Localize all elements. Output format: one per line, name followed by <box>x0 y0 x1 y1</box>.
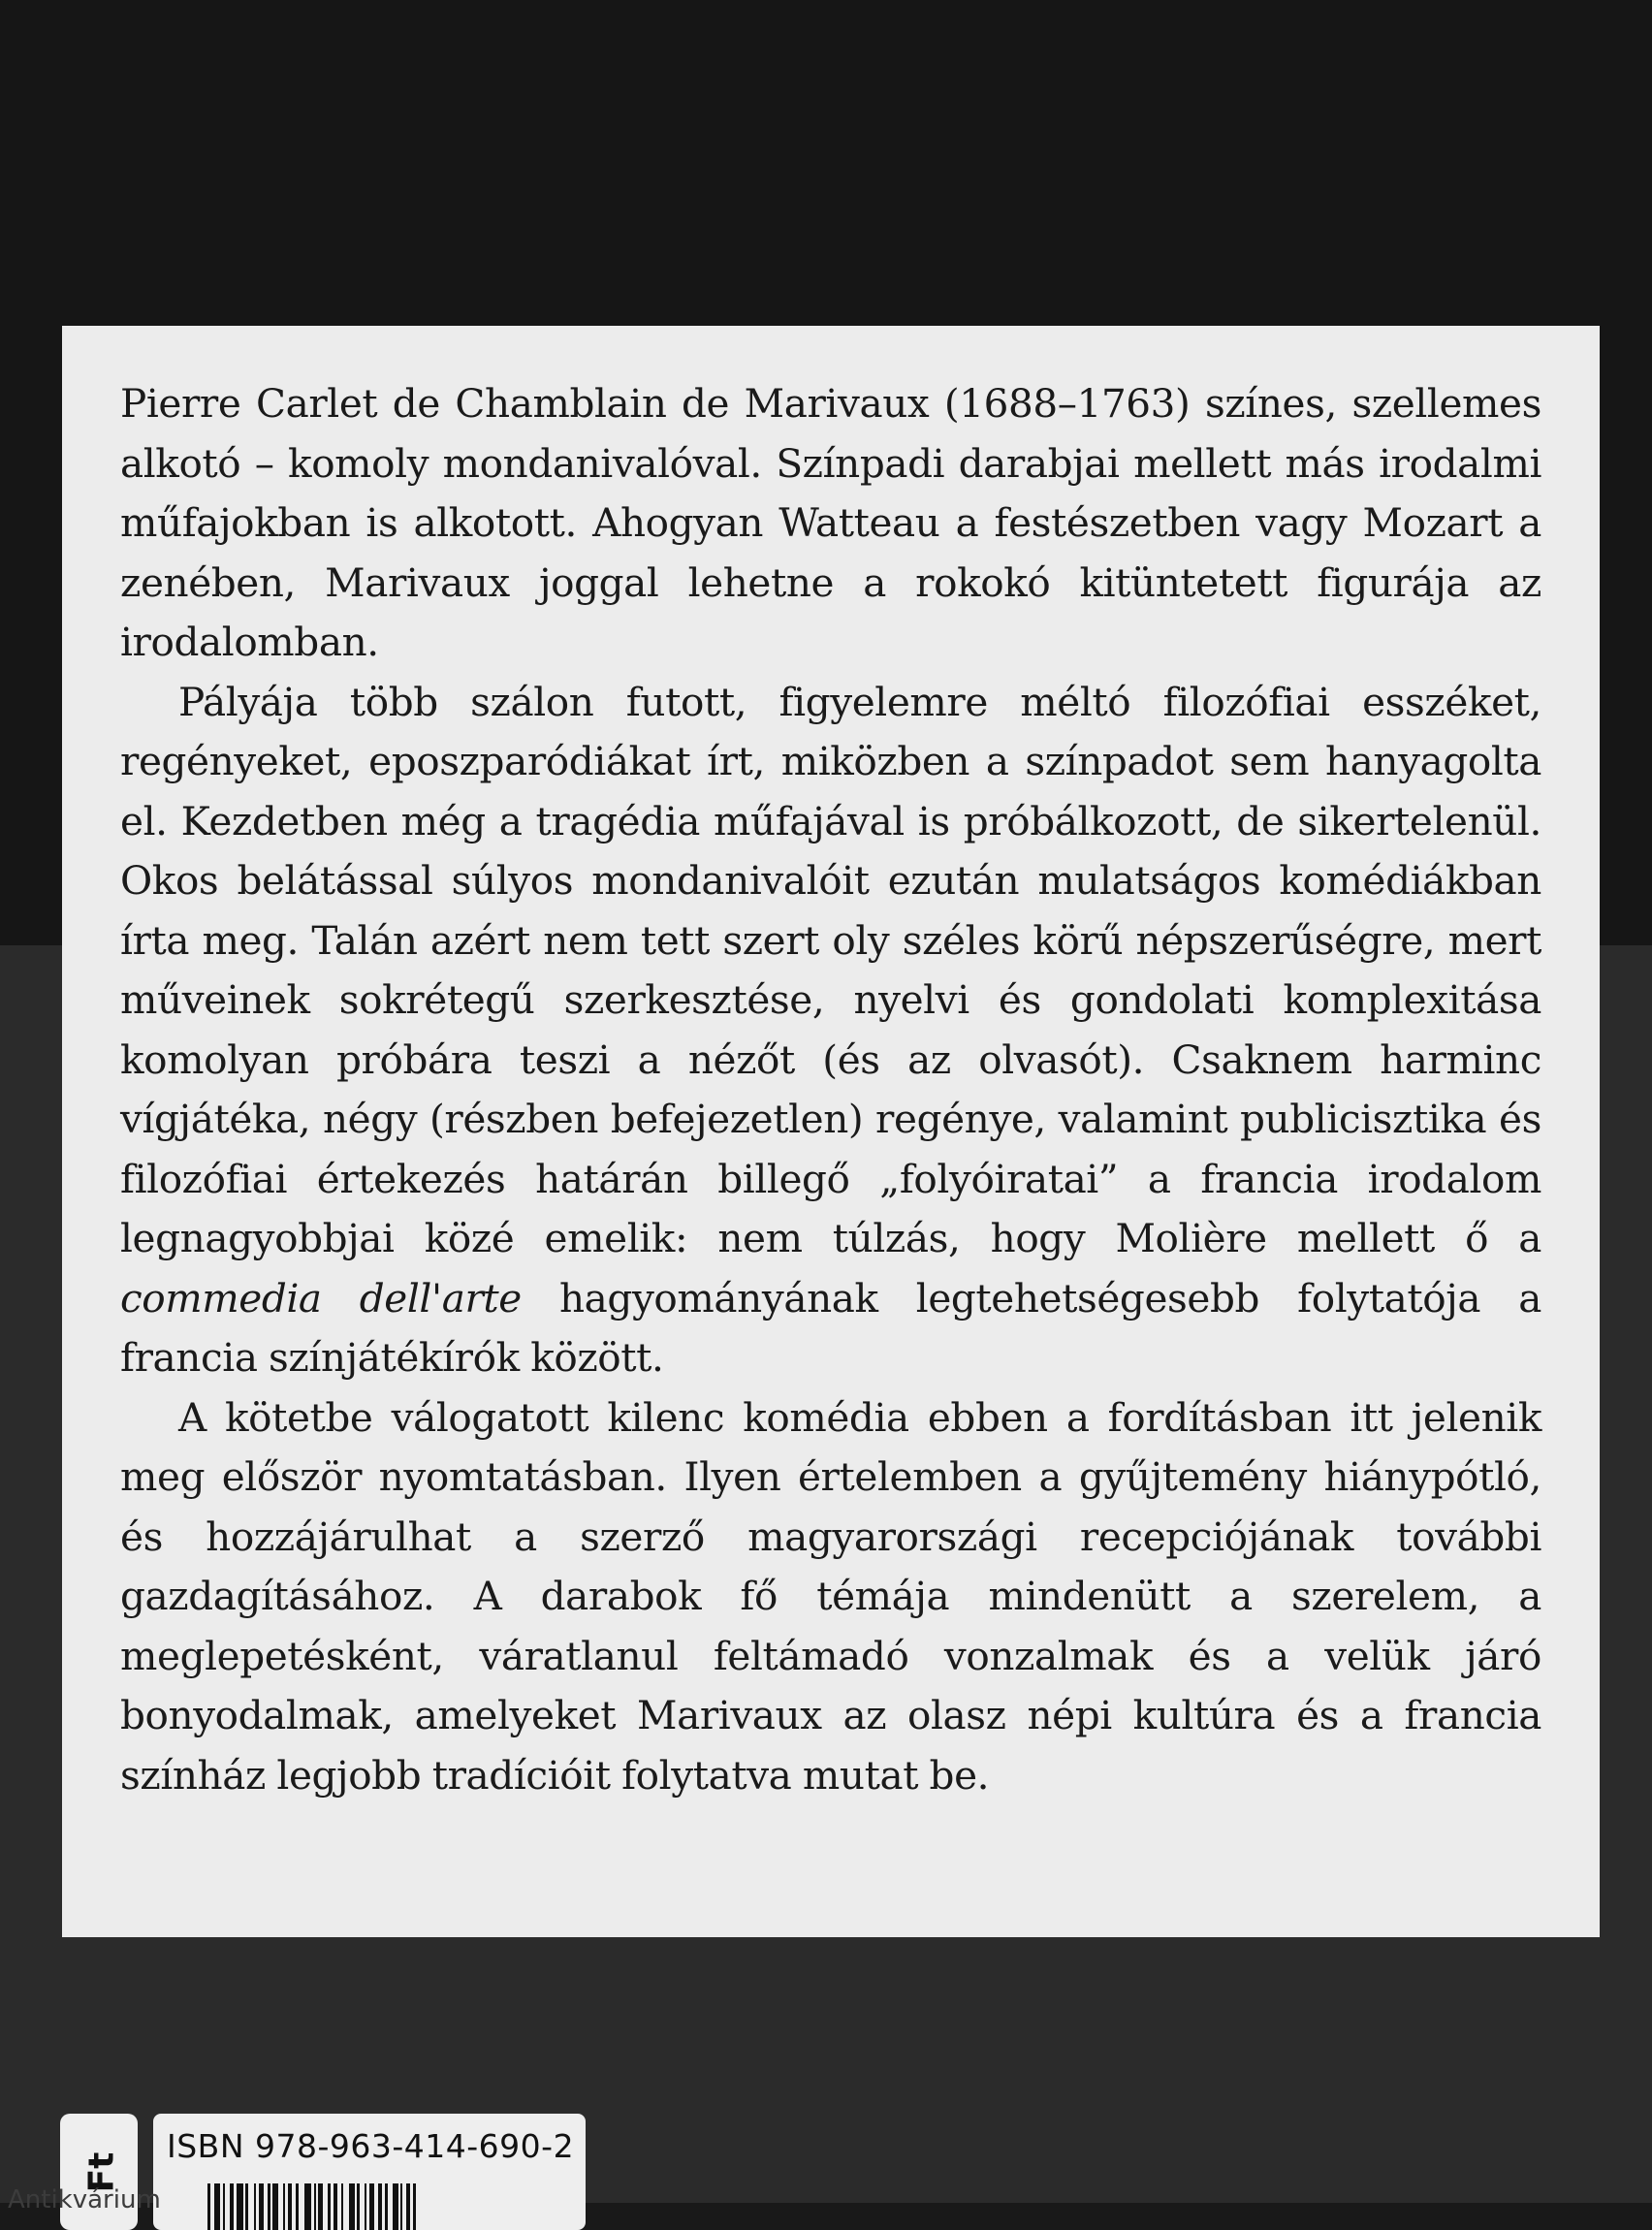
watermark-text: Antikvárium <box>8 2185 161 2214</box>
isbn-block <box>153 2114 586 2230</box>
blurb-paragraph-3-text: A kötetbe válogatott kilenc komédia ebben a fordításban itt jelenik meg először nyomtatásban. Ilyen értelemben a gyűjtemény hiánypótló, és hozzájárulhat a szerző magyarországi recepciójának további gazdagításához. A darabok fő témája mindenütt a szerelem, a meglepetésként, váratlanul feltámadó vonzalmak és a velük járó bonyodalmak, amelyeket Marivaux az olasz népi kultúra és a francia színház legjobb tradícióit folytatva mutat be. <box>120 1393 1541 1799</box>
blurb-paragraph-2 <box>120 673 1541 1388</box>
blurb-panel <box>62 326 1600 1937</box>
price-currency-label: Ft <box>81 2151 122 2193</box>
blurb-italic-phrase: commedia dell'arte <box>120 1274 522 1322</box>
blurb-paragraph-2-tail: hagyományának legtehetségesebb folytatója a francia színjátékírók között. <box>120 1274 1541 1381</box>
blurb-paragraph-3 <box>120 1388 1541 1806</box>
isbn-number: ISBN 978-963-414-690-2 <box>167 2127 575 2165</box>
blurb-paragraph-2-text: Pályája több szálon futott, figyelemre méltó filozófiai esszéket, regényeket, eposzparódiákat írt, miközben a színpadot sem hanyagolta el. Kezdetben még a tragédia műfajával is próbálkozott, de sikertelenül. Okos belátással súlyos mondanivalóit ezután mulatságos komédiákban írta meg. Talán azért nem tett szert oly széles körű népszerűségre, mert műveinek sokrétegű szerkesztése, nyelvi és gondolati komplexitása komolyan próbára teszi a nézőt (és az olvasót). Csaknem harminc vígjátéka, négy (részben befejezetlen) regénye, valamint publicisztika és filozófiai értekezés határán billegő „folyóiratai” a francia irodalom legnagyobbjai közé emelik: nem túlzás, hogy Molière mellett ő a <box>120 678 1541 1261</box>
blurb-paragraph-1-text: Pierre Carlet de Chamblain de Marivaux (1688–1763) színes, szellemes alkotó – komoly mondanivalóval. Színpadi darabjai mellett más irodalmi műfajokban is alkotott. Ahogyan Watteau a festészetben vagy Mozart a zenében, Marivaux joggal lehetne a rokokó kitüntetett figurája az irodalomban. <box>120 380 1541 665</box>
barcode <box>207 2183 556 2230</box>
blurb-paragraph-1 <box>120 374 1541 673</box>
